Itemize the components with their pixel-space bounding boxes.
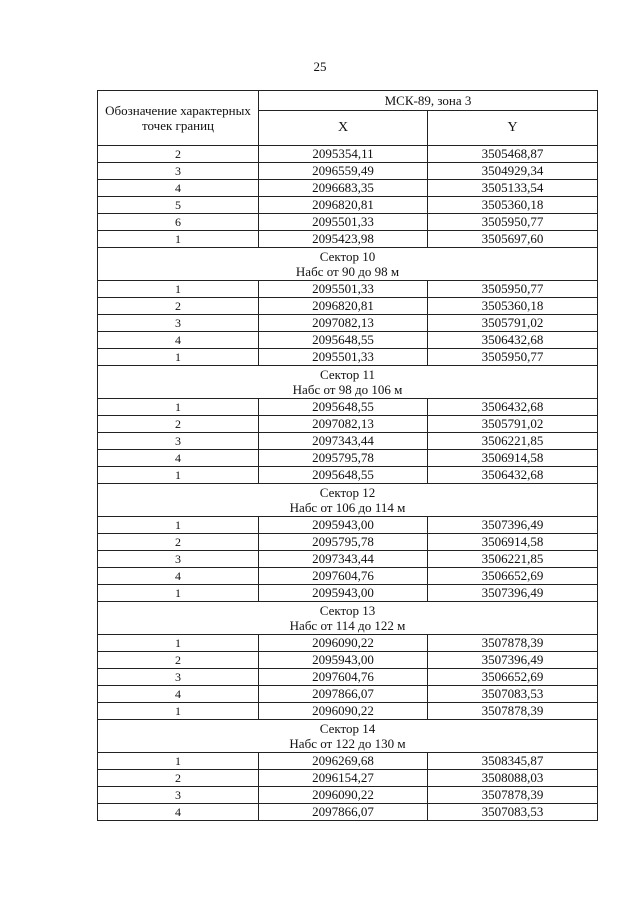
x-coordinate-cell: 2095943,00 (259, 652, 428, 669)
x-column-header: X (259, 111, 428, 146)
sector-title: Сектор 11 (319, 367, 376, 382)
point-number-cell: 3 (98, 163, 259, 180)
sector-header (98, 366, 598, 399)
y-coordinate-cell: 3508088,03 (428, 770, 598, 787)
sector-header-row (98, 484, 598, 517)
x-coordinate-cell: 2095501,33 (259, 214, 428, 231)
x-coordinate-cell: 2097866,07 (259, 804, 428, 821)
point-number-cell: 2 (98, 652, 259, 669)
sector-height-range: Набс от 122 до 130 м (289, 736, 406, 751)
sector-title: Сектор 10 (319, 249, 376, 264)
x-coordinate-cell: 2096820,81 (259, 197, 428, 214)
point-number-cell: 4 (98, 450, 259, 467)
table-row (98, 450, 598, 467)
y-coordinate-cell: 3505468,87 (428, 146, 598, 163)
y-coordinate-cell: 3507878,39 (428, 635, 598, 652)
sector-header-row (98, 602, 598, 635)
table-row (98, 551, 598, 568)
x-coordinate-cell: 2096090,22 (259, 635, 428, 652)
y-coordinate-cell: 3507396,49 (428, 585, 598, 602)
coordinates-table (97, 90, 598, 821)
y-coordinate-cell: 3506652,69 (428, 669, 598, 686)
table-row (98, 585, 598, 602)
point-number-cell: 6 (98, 214, 259, 231)
sector-header (98, 720, 598, 753)
table-header (98, 91, 598, 146)
point-number-cell: 1 (98, 349, 259, 366)
table-row (98, 770, 598, 787)
table-row (98, 416, 598, 433)
point-number-cell: 2 (98, 416, 259, 433)
point-number-cell: 1 (98, 231, 259, 248)
x-coordinate-cell: 2095648,55 (259, 399, 428, 416)
sector-header (98, 602, 598, 635)
point-number-cell: 1 (98, 753, 259, 770)
sector-title: Сектор 12 (319, 485, 376, 500)
table-row (98, 669, 598, 686)
x-coordinate-cell: 2095795,78 (259, 450, 428, 467)
sector-header (98, 484, 598, 517)
sector-title: Сектор 14 (319, 721, 376, 736)
y-coordinate-cell: 3507396,49 (428, 652, 598, 669)
y-coordinate-cell: 3507396,49 (428, 517, 598, 534)
table-row (98, 433, 598, 450)
table-row (98, 568, 598, 585)
point-number-cell: 4 (98, 180, 259, 197)
x-coordinate-cell: 2095943,00 (259, 517, 428, 534)
x-coordinate-cell: 2095501,33 (259, 349, 428, 366)
point-number-cell: 2 (98, 146, 259, 163)
x-coordinate-cell: 2095648,55 (259, 332, 428, 349)
table-row (98, 399, 598, 416)
point-designation-header: Обозначение характерных точек границ (98, 91, 259, 146)
y-coordinate-cell: 3506221,85 (428, 433, 598, 450)
y-column-header: Y (428, 111, 598, 146)
table-row (98, 281, 598, 298)
point-number-cell: 3 (98, 787, 259, 804)
y-coordinate-cell: 3506432,68 (428, 399, 598, 416)
x-coordinate-cell: 2096559,49 (259, 163, 428, 180)
point-number-cell: 1 (98, 635, 259, 652)
y-coordinate-cell: 3505791,02 (428, 315, 598, 332)
y-coordinate-cell: 3506914,58 (428, 534, 598, 551)
y-coordinate-cell: 3508345,87 (428, 753, 598, 770)
table-row (98, 197, 598, 214)
sector-title: Сектор 13 (319, 603, 376, 618)
sector-height-range: Набс от 90 до 98 м (295, 264, 400, 279)
x-coordinate-cell: 2095354,11 (259, 146, 428, 163)
page-number: 25 (313, 59, 327, 74)
table-row (98, 517, 598, 534)
y-coordinate-cell: 3507878,39 (428, 787, 598, 804)
coordinate-system-header: МСК-89, зона 3 (259, 91, 598, 111)
table-row (98, 635, 598, 652)
point-number-cell: 3 (98, 551, 259, 568)
table-row (98, 753, 598, 770)
x-coordinate-cell: 2095501,33 (259, 281, 428, 298)
sector-height-range: Набс от 106 до 114 м (289, 500, 406, 515)
y-coordinate-cell: 3506432,68 (428, 332, 598, 349)
x-coordinate-cell: 2097082,13 (259, 315, 428, 332)
point-number-cell: 5 (98, 197, 259, 214)
x-coordinate-cell: 2096269,68 (259, 753, 428, 770)
x-coordinate-cell: 2095423,98 (259, 231, 428, 248)
x-coordinate-cell: 2095943,00 (259, 585, 428, 602)
point-number-cell: 1 (98, 517, 259, 534)
x-coordinate-cell: 2096090,22 (259, 703, 428, 720)
table-body (98, 146, 598, 821)
sector-height-range: Набс от 114 до 122 м (289, 618, 406, 633)
y-coordinate-cell: 3505950,77 (428, 281, 598, 298)
x-coordinate-cell: 2097343,44 (259, 433, 428, 450)
table-row (98, 180, 598, 197)
table-row (98, 652, 598, 669)
table-row (98, 298, 598, 315)
point-number-cell: 4 (98, 686, 259, 703)
table-row (98, 315, 598, 332)
y-coordinate-cell: 3505697,60 (428, 231, 598, 248)
x-coordinate-cell: 2097866,07 (259, 686, 428, 703)
y-coordinate-cell: 3506221,85 (428, 551, 598, 568)
sector-header-row (98, 248, 598, 281)
sector-height-range: Набс от 98 до 106 м (292, 382, 403, 397)
point-number-cell: 2 (98, 770, 259, 787)
x-coordinate-cell: 2096090,22 (259, 787, 428, 804)
x-coordinate-cell: 2097604,76 (259, 568, 428, 585)
point-number-cell: 3 (98, 669, 259, 686)
point-number-cell: 1 (98, 281, 259, 298)
y-coordinate-cell: 3506652,69 (428, 568, 598, 585)
sector-header-row (98, 366, 598, 399)
y-coordinate-cell: 3505791,02 (428, 416, 598, 433)
point-number-cell: 4 (98, 332, 259, 349)
x-coordinate-cell: 2095648,55 (259, 467, 428, 484)
table-row (98, 214, 598, 231)
x-coordinate-cell: 2096154,27 (259, 770, 428, 787)
table-row (98, 804, 598, 821)
x-coordinate-cell: 2097343,44 (259, 551, 428, 568)
y-coordinate-cell: 3505360,18 (428, 298, 598, 315)
y-coordinate-cell: 3507083,53 (428, 686, 598, 703)
point-number-cell: 1 (98, 585, 259, 602)
point-number-cell: 3 (98, 433, 259, 450)
point-number-cell: 1 (98, 399, 259, 416)
y-coordinate-cell: 3506432,68 (428, 467, 598, 484)
y-coordinate-cell: 3507878,39 (428, 703, 598, 720)
table-row (98, 332, 598, 349)
y-coordinate-cell: 3505950,77 (428, 214, 598, 231)
table-row (98, 686, 598, 703)
y-coordinate-cell: 3507083,53 (428, 804, 598, 821)
table-row (98, 467, 598, 484)
point-number-cell: 2 (98, 534, 259, 551)
x-coordinate-cell: 2096820,81 (259, 298, 428, 315)
sector-header-row (98, 720, 598, 753)
x-coordinate-cell: 2095795,78 (259, 534, 428, 551)
y-coordinate-cell: 3505133,54 (428, 180, 598, 197)
point-number-cell: 1 (98, 467, 259, 484)
table-row (98, 231, 598, 248)
table-row (98, 146, 598, 163)
table-row (98, 787, 598, 804)
table-row (98, 349, 598, 366)
table-row (98, 703, 598, 720)
x-coordinate-cell: 2097604,76 (259, 669, 428, 686)
y-coordinate-cell: 3505360,18 (428, 197, 598, 214)
point-number-cell: 1 (98, 703, 259, 720)
point-number-cell: 2 (98, 298, 259, 315)
table-row (98, 163, 598, 180)
sector-header (98, 248, 598, 281)
y-coordinate-cell: 3505950,77 (428, 349, 598, 366)
x-coordinate-cell: 2097082,13 (259, 416, 428, 433)
table-row (98, 534, 598, 551)
point-number-cell: 3 (98, 315, 259, 332)
point-number-cell: 4 (98, 804, 259, 821)
y-coordinate-cell: 3504929,34 (428, 163, 598, 180)
x-coordinate-cell: 2096683,35 (259, 180, 428, 197)
y-coordinate-cell: 3506914,58 (428, 450, 598, 467)
point-number-cell: 4 (98, 568, 259, 585)
